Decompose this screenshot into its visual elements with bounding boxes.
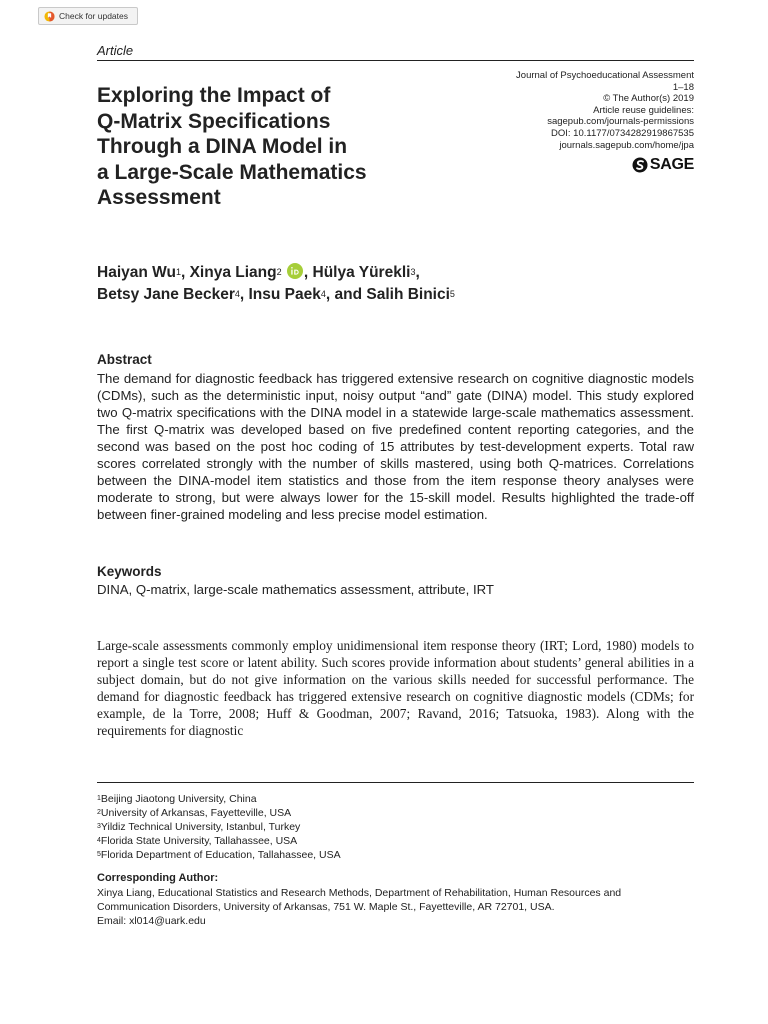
affiliation-item xyxy=(97,834,341,848)
affiliation-item xyxy=(97,792,341,806)
corresponding-author-details xyxy=(97,886,697,928)
affiliation-list xyxy=(97,792,341,862)
crossmark-icon xyxy=(44,11,55,22)
keywords-text: DINA, Q-matrix, large-scale mathematics assessment, attribute, IRT xyxy=(97,582,494,597)
header-divider xyxy=(97,60,694,61)
keywords-heading: Keywords xyxy=(97,564,162,579)
affiliation-marker: 5 xyxy=(449,289,455,299)
title-line: Through a DINA Model in xyxy=(97,135,348,158)
permissions-link[interactable]: sagepub.com/journals-permissions xyxy=(547,116,694,128)
paper-title xyxy=(97,83,437,211)
affiliation-text: University of Arkansas, Fayetteville, USA xyxy=(100,807,292,819)
check-for-updates-button[interactable] xyxy=(38,7,138,25)
journal-reuse: Article reuse guidelines: xyxy=(593,104,694,116)
author-name: , Insu Paek xyxy=(239,286,321,303)
body-paragraph: Large-scale assessments commonly employ unidimensional item response theory (IRT; Lord, 1980) models to report a single test score or latent ability. Such scores provide information about students’ general abilities in a subject domain, but do not give information on the various skills needed for successful performance. The demand for diagnostic feedback has triggered extensive research on cognitive diagnostic models (CDMs; for example, de la Torre, 2008; Huff & Goodman, 2007; Ravand, 2016; Tatsuoka, 1983). Along with the requirements for diagnostic xyxy=(97,638,694,739)
affiliation-marker: 3 xyxy=(410,267,416,277)
corresponding-email[interactable]: Email: xl014@uark.edu xyxy=(97,915,206,927)
affiliation-marker: 2 xyxy=(276,267,282,277)
doi-link[interactable]: DOI: 10.1177/0734282919867535 xyxy=(551,127,694,139)
corresponding-line: Xinya Liang, Educational Statistics and Research Methods, Department of Rehabilitation, Human Resources and xyxy=(97,887,622,899)
corresponding-line: Communication Disorders, University of Arkansas, 751 W. Maple St., Fayetteville, AR 72701, USA. xyxy=(97,901,555,913)
publisher-logo xyxy=(632,156,694,174)
affiliation-item xyxy=(97,820,341,834)
affiliation-item xyxy=(97,848,341,862)
abstract-heading: Abstract xyxy=(97,352,152,367)
publisher-name: SAGE xyxy=(649,156,694,173)
orcid-icon[interactable] xyxy=(287,263,303,279)
affiliation-text: Beijing Jiaotong University, China xyxy=(100,793,257,805)
title-line: a Large-Scale Mathematics xyxy=(97,160,367,184)
title-line: Exploring the Impact of xyxy=(97,84,331,107)
author-name: Haiyan Wu xyxy=(97,264,176,281)
affiliation-number: 4 xyxy=(97,837,101,844)
author-separator: , xyxy=(415,264,420,281)
affiliation-number: 2 xyxy=(97,809,101,816)
title-line: Q-Matrix Specifications xyxy=(97,109,331,133)
abstract-text: The demand for diagnostic feedback has triggered extensive research on cognitive diagnostic models (CDMs), such as the deterministic input, noisy output “and” gate (DINA) model. This study explored two Q-matrix specifications with the DINA model in a statewide large-scale mathematics assessment. The first Q-matrix was developed based on five predefined content reporting categories, and the second was based on the post hoc coding of 15 attributes by test-development experts. Total raw scores correlated strongly with the number of skills mastered, using both Q-matrices. Correlations between the DINA-model item statistics and those from the item response theory analyses were moderate to strong, but were always lower for the 15-skill model. Results highlighted the trade-off between finer-grained modeling and less precise model estimation. xyxy=(97,371,694,522)
author-name: , Hülya Yürekli xyxy=(303,264,411,281)
author-list xyxy=(97,262,557,306)
corresponding-author-heading: Corresponding Author: xyxy=(97,872,219,884)
affiliation-text: Florida State University, Tallahassee, USA xyxy=(100,835,298,847)
title-line: Assessment xyxy=(97,186,221,209)
affiliation-marker: 4 xyxy=(320,289,326,299)
article-type: Article xyxy=(97,43,134,58)
affiliation-number: 3 xyxy=(97,823,101,830)
affiliation-marker: 1 xyxy=(175,267,181,277)
journal-info xyxy=(434,70,694,151)
footnote-divider xyxy=(97,782,694,783)
affiliation-text: Yildiz Technical University, Istanbul, Turkey xyxy=(100,821,301,833)
affiliation-number: 1 xyxy=(97,795,101,802)
journal-copyright: © The Author(s) 2019 xyxy=(603,93,694,105)
author-name: , Xinya Liang xyxy=(180,264,277,281)
affiliation-marker: 4 xyxy=(234,289,240,299)
author-name: Betsy Jane Becker xyxy=(97,286,235,303)
journal-pages: 1–18 xyxy=(672,81,694,93)
author-name: , and Salih Binici xyxy=(325,286,450,303)
sage-logo-icon xyxy=(632,157,648,173)
affiliation-item xyxy=(97,806,341,820)
journal-homepage-link[interactable]: journals.sagepub.com/home/jpa xyxy=(559,139,694,151)
check-for-updates-label: Check for updates xyxy=(59,11,128,21)
affiliation-text: Florida Department of Education, Tallahassee, USA xyxy=(100,849,341,861)
affiliation-number: 5 xyxy=(97,851,101,858)
journal-name: Journal of Psychoeducational Assessment xyxy=(516,70,694,81)
